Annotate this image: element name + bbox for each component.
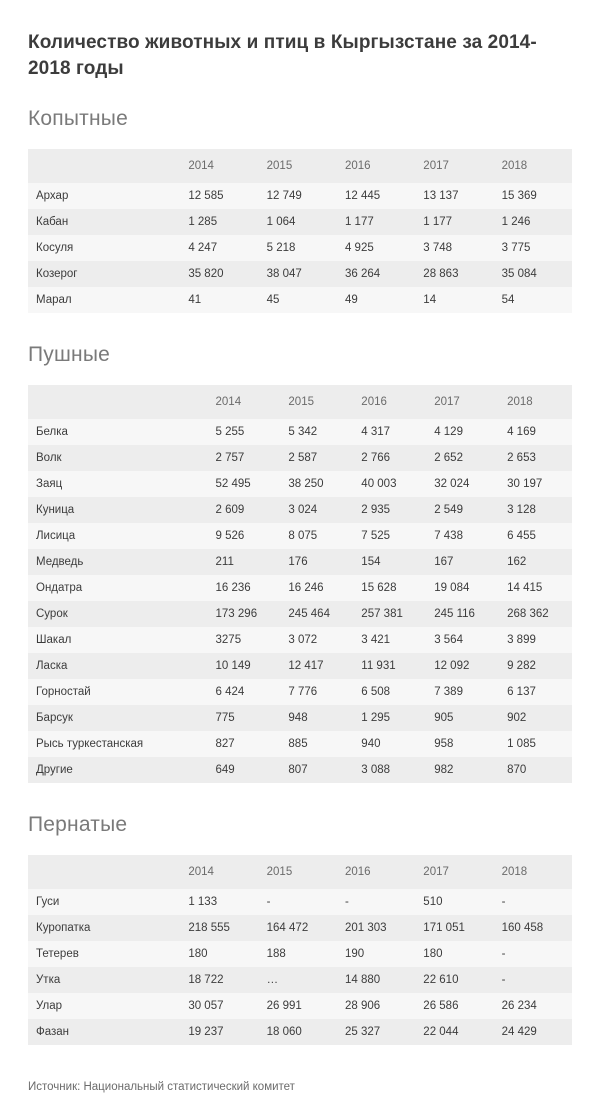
row-label: Ласка xyxy=(28,653,208,679)
section-heading-fur: Пушные xyxy=(28,343,111,367)
cell-2014: 41 xyxy=(180,287,258,313)
cell-2018: 54 xyxy=(494,287,572,313)
cell-2018: 1 085 xyxy=(499,731,572,757)
row-label: Другие xyxy=(28,757,208,783)
cell-2014: 3275 xyxy=(208,627,281,653)
table-row xyxy=(28,731,572,757)
cell-2016: 3 088 xyxy=(353,757,426,783)
cell-2018: - xyxy=(494,889,572,915)
cell-2018: - xyxy=(494,967,572,993)
table-hoofed xyxy=(28,149,572,313)
table-row xyxy=(28,419,572,445)
table-row xyxy=(28,967,572,993)
cell-2018: 30 197 xyxy=(499,471,572,497)
cell-2015: … xyxy=(259,967,337,993)
row-label: Архар xyxy=(28,183,180,209)
column-header-name xyxy=(28,385,208,419)
row-label: Волк xyxy=(28,445,208,471)
table-row xyxy=(28,497,572,523)
row-label: Сурок xyxy=(28,601,208,627)
cell-2014: 4 247 xyxy=(180,235,258,261)
cell-2016: 257 381 xyxy=(353,601,426,627)
row-label: Белка xyxy=(28,419,208,445)
column-header-2018: 2018 xyxy=(494,149,572,183)
cell-2018: 15 369 xyxy=(494,183,572,209)
page-title: Количество животных и птиц в Кыргызстане за 2014-2018 годы xyxy=(28,32,537,79)
cell-2014: 180 xyxy=(180,941,258,967)
cell-2015: 3 024 xyxy=(280,497,353,523)
cell-2017: 7 438 xyxy=(426,523,499,549)
cell-2015: 188 xyxy=(259,941,337,967)
cell-2017: 22 044 xyxy=(415,1019,493,1045)
row-label: Гуси xyxy=(28,889,180,915)
cell-2015: 38 047 xyxy=(259,261,337,287)
row-label: Лисица xyxy=(28,523,208,549)
source-note: Источник: Национальный статистический комитет xyxy=(28,1081,295,1094)
cell-2016: 190 xyxy=(337,941,415,967)
column-header-2017: 2017 xyxy=(415,149,493,183)
cell-2017: 982 xyxy=(426,757,499,783)
cell-2017: 958 xyxy=(426,731,499,757)
cell-2017: 4 129 xyxy=(426,419,499,445)
cell-2018: 902 xyxy=(499,705,572,731)
cell-2016: 7 525 xyxy=(353,523,426,549)
cell-2017: 171 051 xyxy=(415,915,493,941)
cell-2018: - xyxy=(494,941,572,967)
cell-2017: 245 116 xyxy=(426,601,499,627)
cell-2016: 2 766 xyxy=(353,445,426,471)
cell-2016: - xyxy=(337,889,415,915)
cell-2016: 4 317 xyxy=(353,419,426,445)
table-row xyxy=(28,575,572,601)
column-header-2017: 2017 xyxy=(426,385,499,419)
cell-2015: 12 417 xyxy=(280,653,353,679)
section-birds xyxy=(28,813,572,1045)
cell-2014: 649 xyxy=(208,757,281,783)
table-row xyxy=(28,993,572,1019)
cell-2014: 1 285 xyxy=(180,209,258,235)
row-label: Козерог xyxy=(28,261,180,287)
cell-2015: 38 250 xyxy=(280,471,353,497)
column-header-name xyxy=(28,855,180,889)
cell-2014: 211 xyxy=(208,549,281,575)
cell-2016: 201 303 xyxy=(337,915,415,941)
cell-2016: 40 003 xyxy=(353,471,426,497)
column-header-2014: 2014 xyxy=(180,855,258,889)
cell-2016: 3 421 xyxy=(353,627,426,653)
cell-2015: 885 xyxy=(280,731,353,757)
table-row xyxy=(28,235,572,261)
cell-2018: 2 653 xyxy=(499,445,572,471)
cell-2016: 14 880 xyxy=(337,967,415,993)
table-row xyxy=(28,287,572,313)
table-body-fur xyxy=(28,419,572,783)
cell-2014: 10 149 xyxy=(208,653,281,679)
cell-2014: 1 133 xyxy=(180,889,258,915)
column-header-2014: 2014 xyxy=(208,385,281,419)
cell-2018: 26 234 xyxy=(494,993,572,1019)
column-header-2015: 2015 xyxy=(259,855,337,889)
cell-2017: 1 177 xyxy=(415,209,493,235)
cell-2017: 32 024 xyxy=(426,471,499,497)
table-row xyxy=(28,889,572,915)
row-label: Рысь туркестанская xyxy=(28,731,208,757)
table-birds xyxy=(28,855,572,1045)
cell-2018: 4 169 xyxy=(499,419,572,445)
column-header-2018: 2018 xyxy=(494,855,572,889)
cell-2018: 3 775 xyxy=(494,235,572,261)
section-heading-birds: Пернатые xyxy=(28,813,128,837)
cell-2015: 8 075 xyxy=(280,523,353,549)
column-header-2016: 2016 xyxy=(337,149,415,183)
cell-2014: 173 296 xyxy=(208,601,281,627)
cell-2017: 2 549 xyxy=(426,497,499,523)
table-row xyxy=(28,757,572,783)
cell-2018: 1 246 xyxy=(494,209,572,235)
cell-2014: 6 424 xyxy=(208,679,281,705)
cell-2015: 7 776 xyxy=(280,679,353,705)
cell-2015: 18 060 xyxy=(259,1019,337,1045)
cell-2016: 12 445 xyxy=(337,183,415,209)
cell-2017: 26 586 xyxy=(415,993,493,1019)
cell-2017: 905 xyxy=(426,705,499,731)
cell-2014: 19 237 xyxy=(180,1019,258,1045)
table-row xyxy=(28,1019,572,1045)
cell-2014: 218 555 xyxy=(180,915,258,941)
table-header-birds xyxy=(28,855,572,889)
cell-2017: 22 610 xyxy=(415,967,493,993)
cell-2015: 245 464 xyxy=(280,601,353,627)
row-label: Косуля xyxy=(28,235,180,261)
cell-2017: 28 863 xyxy=(415,261,493,287)
row-label: Улар xyxy=(28,993,180,1019)
table-header-fur xyxy=(28,385,572,419)
cell-2018: 9 282 xyxy=(499,653,572,679)
table-row xyxy=(28,183,572,209)
row-label: Шакал xyxy=(28,627,208,653)
cell-2015: 1 064 xyxy=(259,209,337,235)
cell-2014: 827 xyxy=(208,731,281,757)
section-hoofed xyxy=(28,107,572,313)
cell-2015: 5 218 xyxy=(259,235,337,261)
cell-2016: 6 508 xyxy=(353,679,426,705)
cell-2014: 12 585 xyxy=(180,183,258,209)
cell-2018: 160 458 xyxy=(494,915,572,941)
cell-2018: 162 xyxy=(499,549,572,575)
table-header-row xyxy=(28,385,572,419)
row-label: Тетерев xyxy=(28,941,180,967)
cell-2014: 775 xyxy=(208,705,281,731)
cell-2017: 14 xyxy=(415,287,493,313)
row-label: Заяц xyxy=(28,471,208,497)
cell-2015: 2 587 xyxy=(280,445,353,471)
cell-2017: 3 748 xyxy=(415,235,493,261)
cell-2015: 5 342 xyxy=(280,419,353,445)
cell-2015: 807 xyxy=(280,757,353,783)
row-label: Ондатра xyxy=(28,575,208,601)
column-header-name xyxy=(28,149,180,183)
column-header-2016: 2016 xyxy=(337,855,415,889)
cell-2015: 45 xyxy=(259,287,337,313)
table-header-row xyxy=(28,855,572,889)
cell-2015: 12 749 xyxy=(259,183,337,209)
table-row xyxy=(28,601,572,627)
table-row xyxy=(28,445,572,471)
table-header-row xyxy=(28,149,572,183)
cell-2018: 6 137 xyxy=(499,679,572,705)
cell-2015: 16 246 xyxy=(280,575,353,601)
cell-2016: 11 931 xyxy=(353,653,426,679)
cell-2014: 2 757 xyxy=(208,445,281,471)
cell-2014: 2 609 xyxy=(208,497,281,523)
table-row xyxy=(28,209,572,235)
cell-2017: 12 092 xyxy=(426,653,499,679)
cell-2015: 164 472 xyxy=(259,915,337,941)
column-header-2015: 2015 xyxy=(280,385,353,419)
cell-2018: 870 xyxy=(499,757,572,783)
cell-2018: 3 899 xyxy=(499,627,572,653)
table-row xyxy=(28,915,572,941)
table-row xyxy=(28,261,572,287)
row-label: Барсук xyxy=(28,705,208,731)
cell-2014: 30 057 xyxy=(180,993,258,1019)
column-header-2016: 2016 xyxy=(353,385,426,419)
cell-2018: 14 415 xyxy=(499,575,572,601)
table-body-birds xyxy=(28,889,572,1045)
table-row xyxy=(28,705,572,731)
table-row xyxy=(28,679,572,705)
row-label: Куница xyxy=(28,497,208,523)
column-header-2014: 2014 xyxy=(180,149,258,183)
cell-2015: 3 072 xyxy=(280,627,353,653)
row-label: Фазан xyxy=(28,1019,180,1045)
table-row xyxy=(28,653,572,679)
cell-2016: 25 327 xyxy=(337,1019,415,1045)
cell-2016: 154 xyxy=(353,549,426,575)
table-row xyxy=(28,471,572,497)
table-header-hoofed xyxy=(28,149,572,183)
cell-2018: 24 429 xyxy=(494,1019,572,1045)
table-fur xyxy=(28,385,572,783)
cell-2017: 180 xyxy=(415,941,493,967)
row-label: Горностай xyxy=(28,679,208,705)
cell-2018: 6 455 xyxy=(499,523,572,549)
cell-2016: 1 177 xyxy=(337,209,415,235)
cell-2014: 9 526 xyxy=(208,523,281,549)
cell-2017: 7 389 xyxy=(426,679,499,705)
cell-2014: 35 820 xyxy=(180,261,258,287)
cell-2016: 2 935 xyxy=(353,497,426,523)
cell-2017: 3 564 xyxy=(426,627,499,653)
cell-2014: 52 495 xyxy=(208,471,281,497)
column-header-2018: 2018 xyxy=(499,385,572,419)
section-fur xyxy=(28,343,572,783)
row-label: Марал xyxy=(28,287,180,313)
cell-2014: 5 255 xyxy=(208,419,281,445)
row-label: Кабан xyxy=(28,209,180,235)
cell-2016: 940 xyxy=(353,731,426,757)
section-heading-hoofed: Копытные xyxy=(28,107,128,131)
table-row xyxy=(28,549,572,575)
cell-2014: 18 722 xyxy=(180,967,258,993)
cell-2015: - xyxy=(259,889,337,915)
cell-2017: 2 652 xyxy=(426,445,499,471)
cell-2015: 176 xyxy=(280,549,353,575)
cell-2018: 268 362 xyxy=(499,601,572,627)
cell-2016: 49 xyxy=(337,287,415,313)
table-row xyxy=(28,941,572,967)
cell-2014: 16 236 xyxy=(208,575,281,601)
row-label: Утка xyxy=(28,967,180,993)
table-row xyxy=(28,627,572,653)
row-label: Медведь xyxy=(28,549,208,575)
cell-2015: 26 991 xyxy=(259,993,337,1019)
cell-2016: 4 925 xyxy=(337,235,415,261)
column-header-2017: 2017 xyxy=(415,855,493,889)
table-row xyxy=(28,523,572,549)
cell-2016: 36 264 xyxy=(337,261,415,287)
cell-2017: 19 084 xyxy=(426,575,499,601)
cell-2018: 35 084 xyxy=(494,261,572,287)
cell-2016: 15 628 xyxy=(353,575,426,601)
column-header-2015: 2015 xyxy=(259,149,337,183)
cell-2016: 1 295 xyxy=(353,705,426,731)
cell-2016: 28 906 xyxy=(337,993,415,1019)
cell-2017: 13 137 xyxy=(415,183,493,209)
table-body-hoofed xyxy=(28,183,572,313)
row-label: Куропатка xyxy=(28,915,180,941)
cell-2015: 948 xyxy=(280,705,353,731)
cell-2017: 510 xyxy=(415,889,493,915)
cell-2017: 167 xyxy=(426,549,499,575)
cell-2018: 3 128 xyxy=(499,497,572,523)
